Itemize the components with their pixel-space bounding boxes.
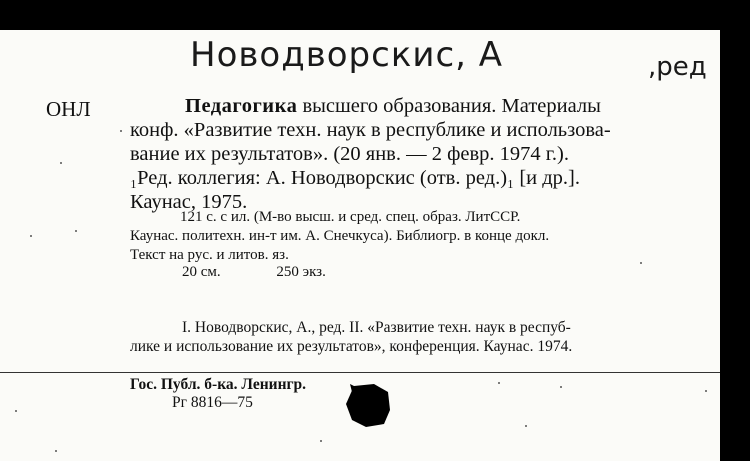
- holder-line-2: Рг 8816—75: [172, 394, 253, 411]
- speck: [498, 382, 500, 384]
- handwritten-author-heading: Новодворскис, А: [190, 35, 504, 75]
- speck: [120, 130, 122, 132]
- speck: [560, 386, 562, 388]
- speck: [30, 235, 32, 237]
- speck: [525, 425, 527, 427]
- ink-blot: [344, 382, 392, 428]
- tracing-line-2: лике и использование их результатов», конференция. Каунас. 1974.: [130, 338, 573, 355]
- speck: [55, 450, 57, 452]
- physical-description: [130, 208, 700, 265]
- size: 20 см.: [182, 264, 221, 280]
- library-holder: [130, 376, 306, 412]
- speck: [60, 162, 62, 164]
- description-line-2: конф. «Развитие техн. наук в республике и использова-: [130, 119, 611, 141]
- shelf-mark: ОНЛ: [46, 97, 91, 121]
- bibliographic-description: [130, 94, 698, 214]
- speck: [320, 440, 322, 442]
- speck: [640, 262, 642, 264]
- print-run: 250 экз.: [276, 264, 326, 280]
- holder-line-1: Гос. Публ. б-ка. Ленингр.: [130, 376, 307, 393]
- title-rest: высшего образования. Материалы: [297, 95, 601, 117]
- speck: [75, 230, 77, 232]
- description-line-4: ₁Ред. коллегия: А. Новодворскис (отв. ред.)₁ [и др.].: [130, 167, 581, 189]
- speck: [15, 410, 17, 412]
- description-line-1: [130, 94, 698, 118]
- catalog-card: [0, 30, 720, 461]
- handwritten-role-note: ,ред: [648, 52, 707, 82]
- description-line-5: Каунас, 1975.: [130, 191, 248, 213]
- divider-rule: [0, 372, 720, 373]
- physical-line-3: Текст на рус. и литов. яз.: [130, 247, 289, 263]
- tracings: [130, 318, 700, 356]
- description-line-3: вание их результатов». (20 янв. — 2 февр. 1974 г.).: [130, 143, 569, 165]
- speck: [705, 390, 707, 392]
- physical-line-1: 121 с. с ил. (М-во высш. и сред. спец. образ. ЛитССР.: [180, 209, 521, 225]
- physical-line-2: Каунас. политехн. ин-т им. А. Снечкуса). Библиогр. в конце докл.: [130, 228, 550, 244]
- tracing-line-1: I. Новодворскис, А., ред. II. «Развитие техн. наук в респуб-: [182, 319, 571, 336]
- size-and-print-run: [182, 264, 378, 281]
- title-word: Педагогика: [185, 95, 298, 117]
